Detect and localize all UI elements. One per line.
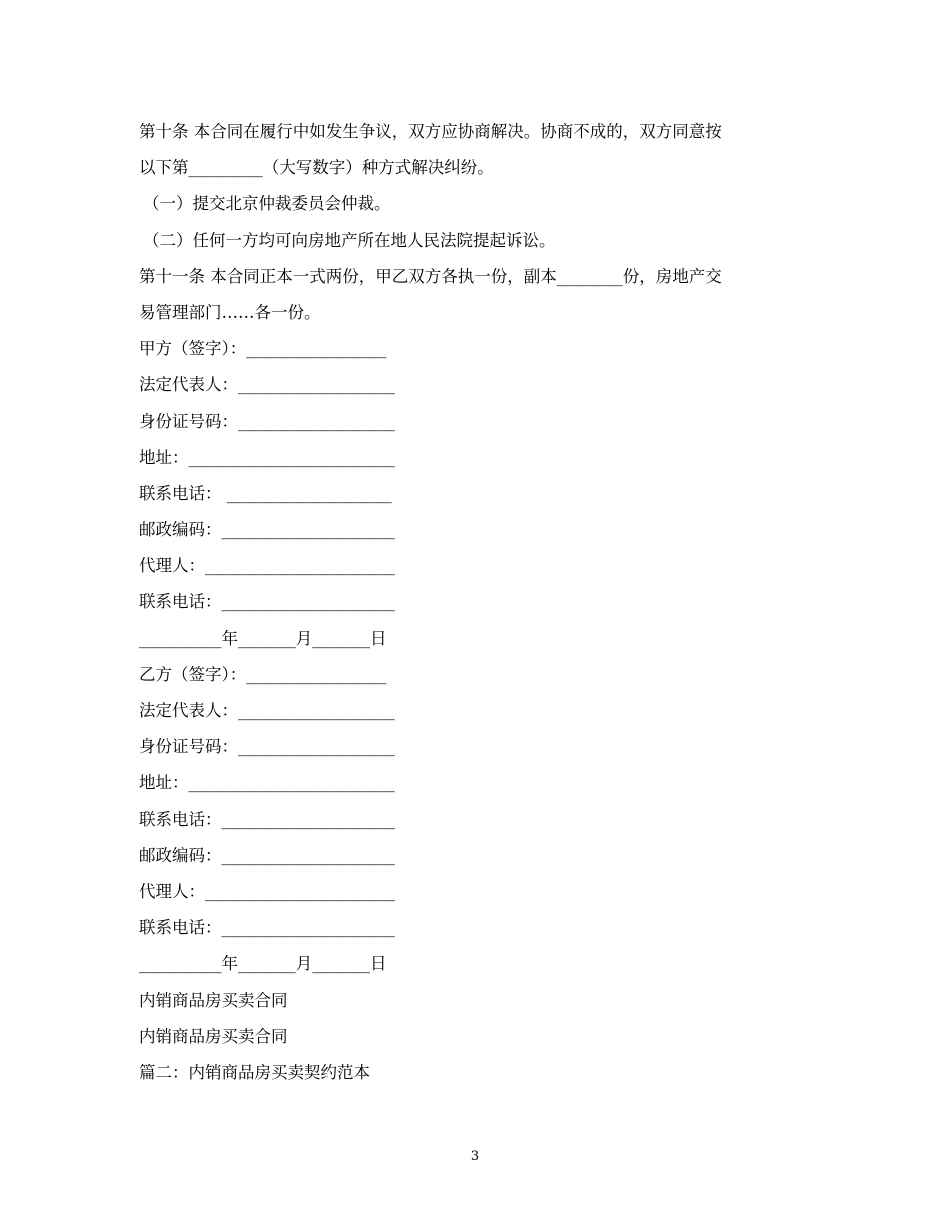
option-two: （二）任何一方均可向房地产所在地人民法院提起诉讼。 [143, 230, 556, 250]
party-b-address: 地址：_________________________ [139, 773, 395, 793]
party-a-agent: 代理人：_______________________ [139, 556, 395, 576]
document-body [139, 114, 799, 1091]
party-b-date: __________年_______月_______日 [139, 954, 387, 974]
article-11-line-2: 易管理部门……各一份。 [139, 302, 321, 322]
party-a-id-number: 身份证号码：___________________ [139, 411, 395, 431]
party-a-signature: 甲方（签字）：_________________ [139, 339, 387, 359]
party-a-address: 地址：_________________________ [139, 447, 395, 467]
party-a-date: __________年_______月_______日 [139, 628, 387, 648]
contract-title-line-1: 内销商品房买卖合同 [139, 990, 288, 1010]
party-b-signature: 乙方（签字）：_________________ [139, 664, 387, 684]
party-b-agent: 代理人：_______________________ [139, 881, 395, 901]
party-b-phone: 联系电话：_____________________ [139, 809, 395, 829]
party-a-phone: 联系电话： ____________________ [139, 483, 392, 503]
party-a-postal-code: 邮政编码：_____________________ [139, 520, 395, 540]
page-number: 3 [470, 1149, 480, 1164]
contract-title-line-2: 内销商品房买卖合同 [139, 1026, 288, 1046]
option-one: （一）提交北京仲裁委员会仲裁。 [143, 194, 391, 214]
party-b-postal-code: 邮政编码：_____________________ [139, 845, 395, 865]
party-b-agent-phone: 联系电话：_____________________ [139, 918, 395, 938]
article-11-line-1: 第十一条 本合同正本一式两份，甲乙双方各执一份，副本________份，房地产交 [139, 266, 722, 286]
party-a-agent-phone: 联系电话：_____________________ [139, 592, 395, 612]
article-10-line-2: 以下第_________（大写数字）种方式解决纠纷。 [139, 158, 494, 178]
article-10-line-1: 第十条 本合同在履行中如发生争议，双方应协商解决。协商不成的，双方同意按 [139, 122, 722, 141]
chapter-two-heading: 篇二：内销商品房买卖契约范本 [139, 1062, 370, 1082]
party-b-legal-representative: 法定代表人：___________________ [139, 701, 395, 720]
party-a-legal-representative: 法定代表人：___________________ [139, 375, 395, 395]
party-b-id-number: 身份证号码：___________________ [139, 737, 395, 757]
